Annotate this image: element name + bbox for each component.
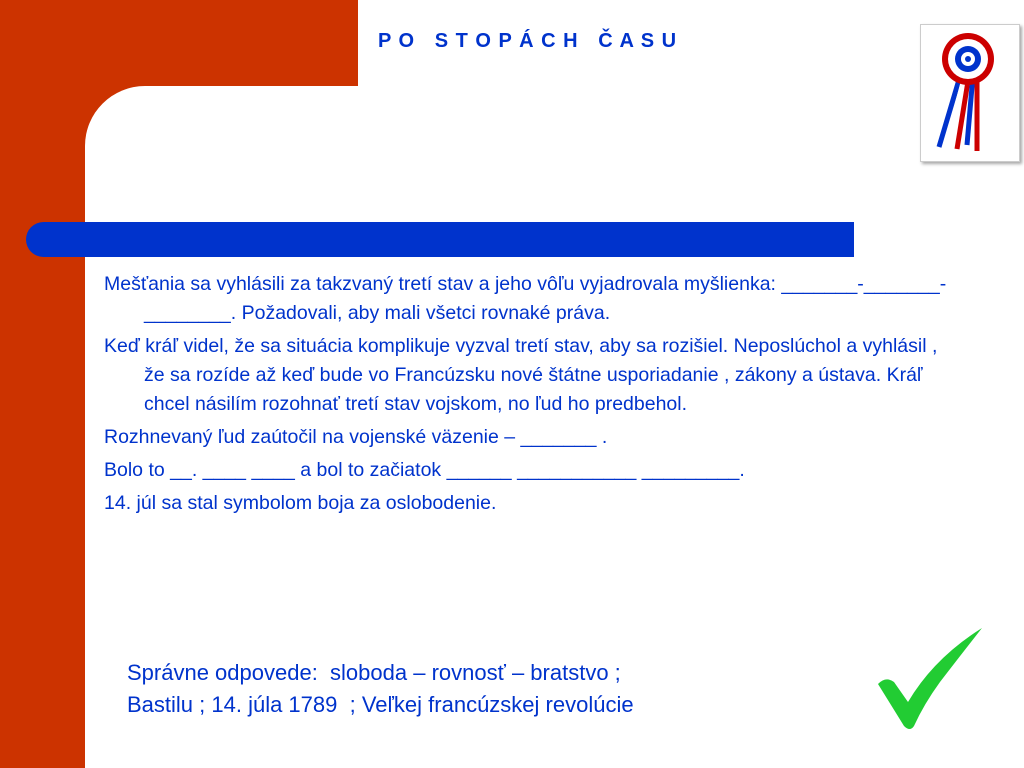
slide-title: P O S T O P Á C H Č A S U	[378, 30, 678, 52]
content-paragraph: Keď kráľ videl, že sa situácia komplikuje vyzval tretí stav, aby sa rozišiel. Neposlúchol a vyhlásil , že sa rozíde až keď bude vo Francúzsku nové štátne usporiadanie , zákony a ústava. Kráľ chcel násilím rozohnať tretí stav vojskom, no ľud ho predbehol.	[104, 335, 938, 415]
correct-answers	[127, 657, 634, 721]
frame-corner-curve	[85, 86, 205, 206]
cockade-logo	[920, 24, 1020, 162]
content-paragraph: Bolo to __. ____ ____ a bol to začiatok ______ ___________ _________.	[104, 459, 745, 481]
left-frame-bar	[0, 0, 85, 768]
slide-content	[104, 270, 954, 522]
blue-divider-bar	[26, 222, 854, 257]
content-paragraph: Rozhnevaný ľud zaútočil na vojenské väzenie – _______ .	[104, 426, 608, 448]
content-paragraph: 14. júl sa stal symbolom boja za oslobodenie.	[104, 492, 497, 514]
tricolor-cockade-icon	[921, 25, 1019, 161]
top-frame-block	[0, 0, 358, 86]
content-paragraph: Mešťania sa vyhlásili za takzvaný tretí stav a jeho vôľu vyjadrovala myšlienka: _______-_______-________. Požadovali, aby mali všetci rovnaké práva.	[104, 273, 947, 324]
answers-line-1: Správne odpovede: sloboda – rovnosť – bratstvo ;	[127, 660, 621, 685]
answers-line-2: Bastilu ; 14. júla 1789 ; Veľkej francúzskej revolúcie	[127, 692, 634, 717]
green-checkmark-icon	[872, 622, 990, 732]
